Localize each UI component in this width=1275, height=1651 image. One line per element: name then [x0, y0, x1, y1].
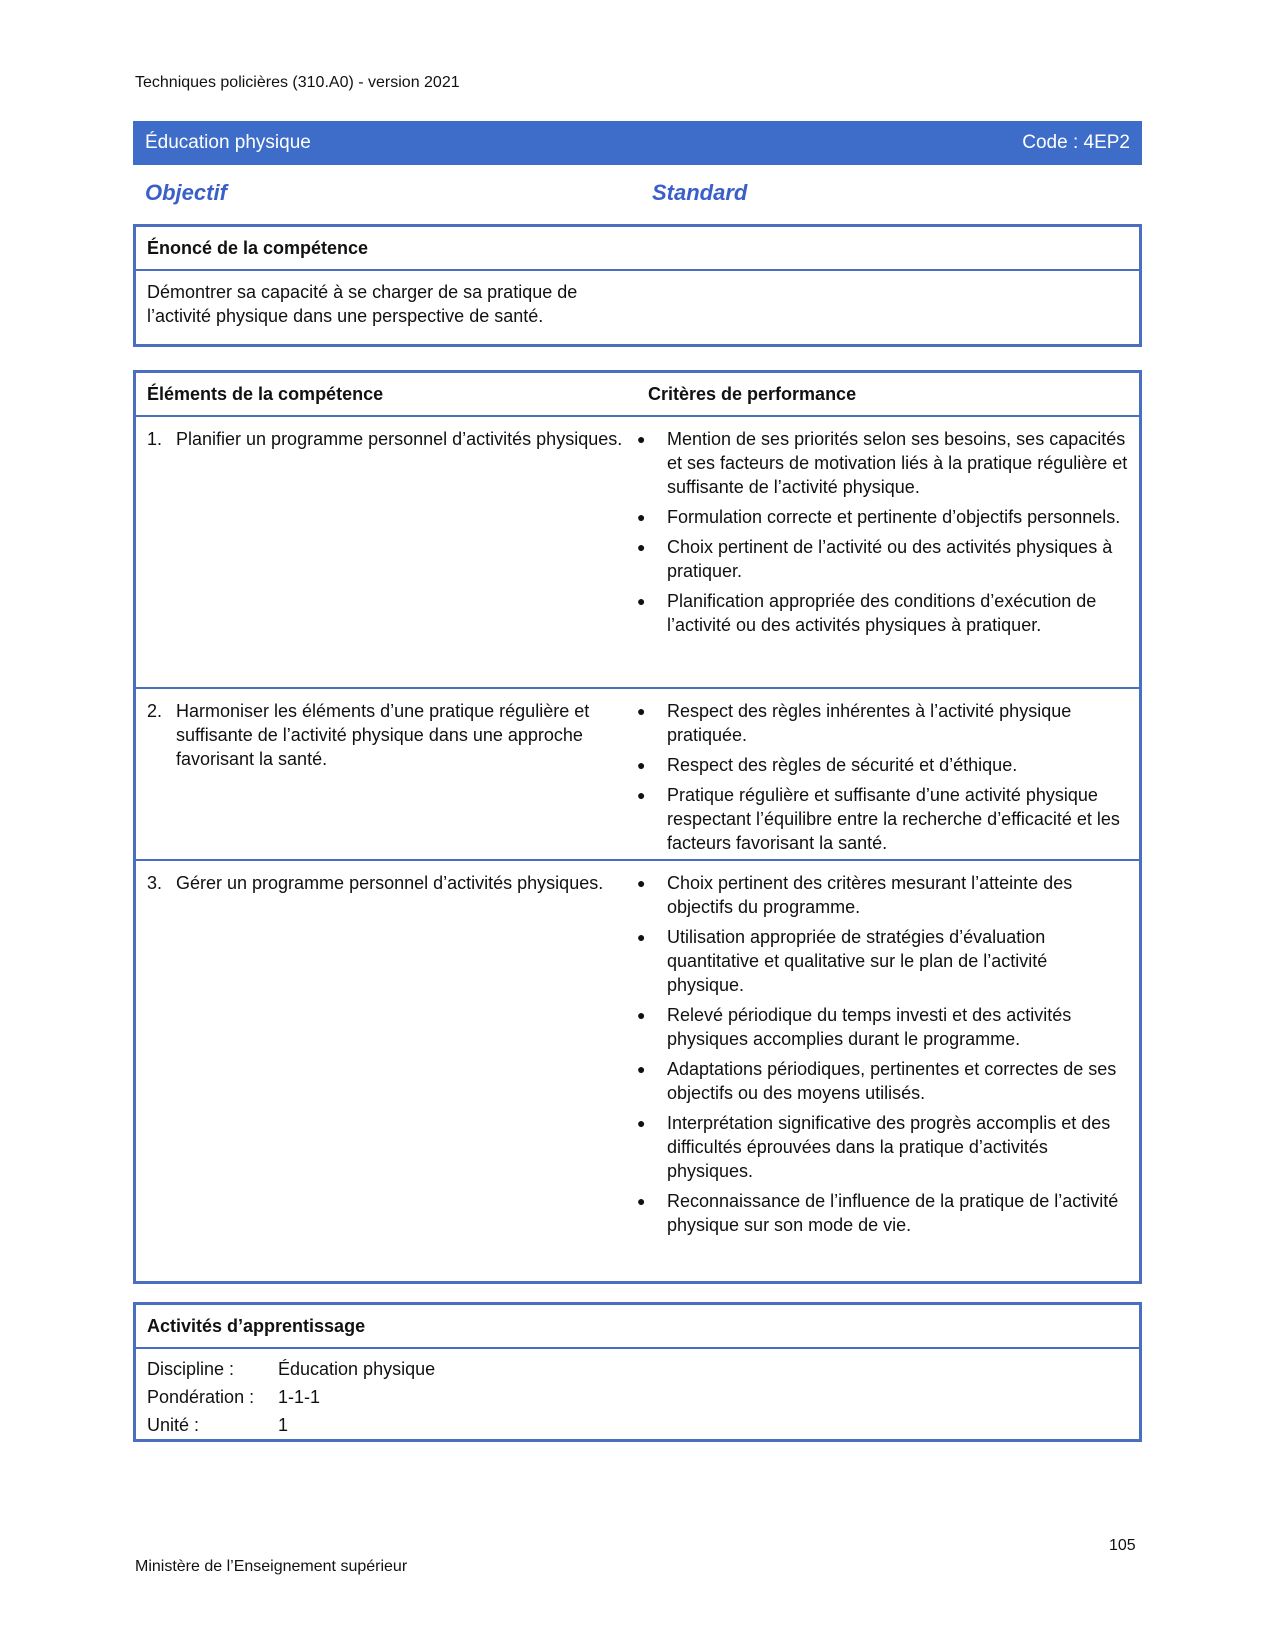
program-header: Techniques policières (310.A0) - version 2021 [135, 74, 460, 91]
criterion-item: ● Respect des règles inhérentes à l’activité physique pratiquée. [637, 701, 1072, 745]
element-number: 1. [147, 429, 163, 449]
enonce-heading: Énoncé de la compétence [136, 227, 1139, 271]
criterion-item: ● Adaptations périodiques, pertinentes et correctes de ses objectifs ou des moyens utilisés. [637, 1059, 1117, 1103]
objective-standard-labels [145, 180, 1142, 206]
bullet-icon: ● [637, 539, 646, 555]
activites-box [133, 1302, 1142, 1442]
course-code: Code : 4EP2 [1022, 132, 1130, 153]
criterion-item: ● Planification appropriée des conditions d’exécution de l’activité ou des activités physiques à pratiquer. [637, 591, 1097, 635]
criterion-item: ● Utilisation appropriée de stratégies d’évaluation quantitative et qualitative sur le plan de l’activité physique. [637, 927, 1048, 995]
bullet-icon: ● [637, 1007, 646, 1023]
element-text: Gérer un programme personnel d’activités physiques. [176, 873, 604, 893]
criterion-item: ● Choix pertinent de l’activité ou des activités physiques à pratiquer. [637, 537, 1113, 581]
competence-row-3 [136, 861, 1139, 1249]
enonce-text: Démontrer sa capacité à se charger de sa pratique de l’activité physique dans une perspective de santé. [147, 282, 578, 326]
criterion-item: ● Reconnaissance de l’influence de la pratique de l’activité physique sur son mode de vie. [637, 1191, 1119, 1235]
discipline-row: Discipline : Éducation physique [147, 1359, 436, 1379]
course-banner [133, 121, 1142, 165]
ministry-footer: Ministère de l’Enseignement supérieur [135, 1558, 408, 1575]
course-title: Éducation physique [145, 132, 311, 153]
criterion-item: ● Interprétation significative des progrès accomplis et des difficultés éprouvées dans la pratique d’activités physiques. [637, 1113, 1111, 1181]
criterion-item: ● Respect des règles de sécurité et d’éthique. [637, 755, 1018, 775]
bullet-icon: ● [637, 875, 646, 891]
activites-heading: Activités d’apprentissage [136, 1305, 1139, 1349]
criterion-item: ● Formulation correcte et pertinente d’objectifs personnels. [637, 507, 1121, 527]
criteria-list [637, 417, 1139, 687]
standard-label: Standard [652, 180, 748, 205]
bullet-icon: ● [637, 1115, 646, 1131]
element-text: Harmoniser les éléments d’une pratique régulière et suffisante de l’activité physique dans une approche favorisant la santé. [176, 701, 590, 769]
ponderation-row: Pondération : 1-1-1 [147, 1387, 321, 1407]
bullet-icon: ● [637, 1061, 646, 1077]
element-number: 3. [147, 873, 163, 893]
criterion-item: ● Pratique régulière et suffisante d’une activité physique respectant l’équilibre entre la recherche d’efficacité et les facteurs favorisant la santé. [637, 785, 1120, 853]
unite-row: Unité : 1 [147, 1415, 289, 1435]
bullet-icon: ● [637, 703, 646, 719]
bullet-icon: ● [637, 593, 646, 609]
bullet-icon: ● [637, 929, 646, 945]
elements-heading: Éléments de la compétence [147, 383, 384, 404]
bullet-icon: ● [637, 787, 646, 803]
bullet-icon: ● [637, 431, 646, 447]
competence-table-header [136, 373, 1139, 417]
criteres-heading: Critères de performance [648, 383, 857, 404]
criterion-item: ● Relevé périodique du temps investi et des activités physiques accomplies durant le programme. [637, 1005, 1072, 1049]
element-number: 2. [147, 701, 163, 721]
competence-row-1 [136, 417, 1139, 689]
criteria-list [637, 689, 1139, 859]
enonce-box [133, 224, 1142, 347]
criterion-item: ● Mention de ses priorités selon ses besoins, ses capacités et ses facteurs de motivation liés à la pratique régulière et suffisante de l’activité physique. [637, 429, 1128, 497]
page-number: 105 [1109, 1537, 1136, 1554]
bullet-icon: ● [637, 1193, 646, 1209]
criteria-list [637, 861, 1139, 1249]
competence-table [133, 370, 1142, 1284]
bullet-icon: ● [637, 509, 646, 525]
objectif-label: Objectif [145, 180, 227, 205]
criterion-item: ● Choix pertinent des critères mesurant l’atteinte des objectifs du programme. [637, 873, 1073, 917]
element-text: Planifier un programme personnel d’activités physiques. [176, 429, 623, 449]
bullet-icon: ● [637, 757, 646, 773]
competence-row-2 [136, 689, 1139, 861]
